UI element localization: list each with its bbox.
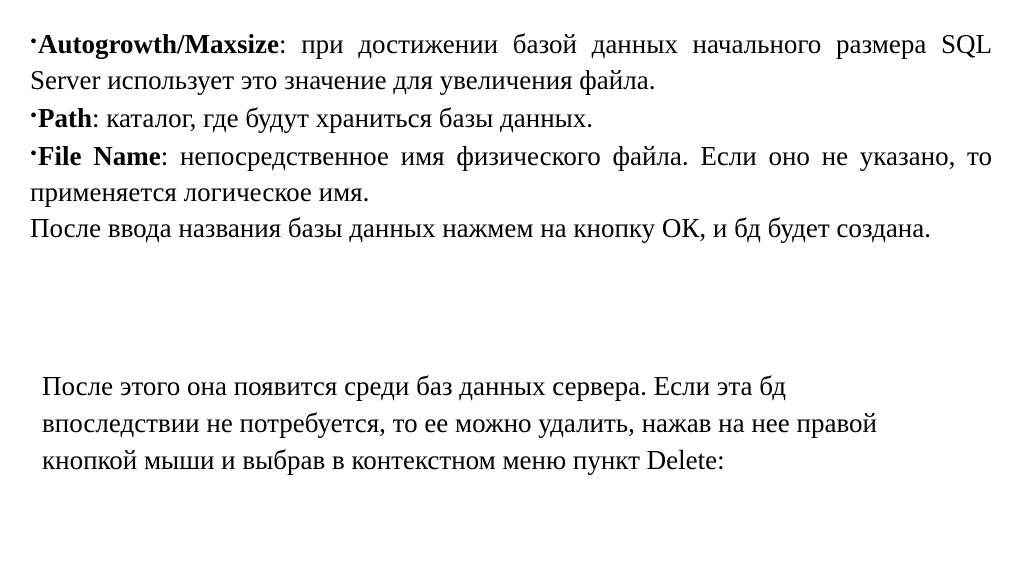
bullet-description: при достижении базой данных начального размера SQL Server использует это значение для увеличения файла. [30, 29, 992, 95]
bullet-description: непосредственное имя физического файла. Если оно не указано, то применяется логическое имя. [30, 141, 992, 207]
bullet-file-name [30, 136, 992, 210]
closing-paragraph: После ввода названия базы данных нажмем на кнопку ОК, и бд будет создана. [30, 213, 931, 243]
term-autogrowth: Autogrowth/Maxsize [38, 29, 279, 59]
term-separator: : [279, 29, 287, 59]
paragraph-line: После этого она появится среди баз данных сервера. Если эта бд [42, 371, 787, 401]
paragraph-line: впоследствии не потребуется, то ее можно удалить, нажав на нее правой [42, 408, 877, 438]
term-path: Path [38, 103, 93, 133]
term-separator: : [160, 141, 169, 171]
bullet-description: каталог, где будут храниться базы данных. [99, 103, 594, 133]
bullet-marker: • [30, 31, 38, 53]
paragraph-line: кнопкой мыши и выбрав в контекстном меню пункт Delete: [42, 445, 725, 475]
term-file-name: File Name [38, 141, 161, 171]
term-separator: : [92, 103, 100, 133]
top-text-block [30, 24, 992, 246]
bottom-paragraph [42, 368, 982, 479]
bullet-path [30, 98, 992, 136]
bullet-autogrowth [30, 24, 992, 98]
bullet-marker: • [30, 143, 38, 165]
bullet-marker: • [30, 105, 38, 127]
